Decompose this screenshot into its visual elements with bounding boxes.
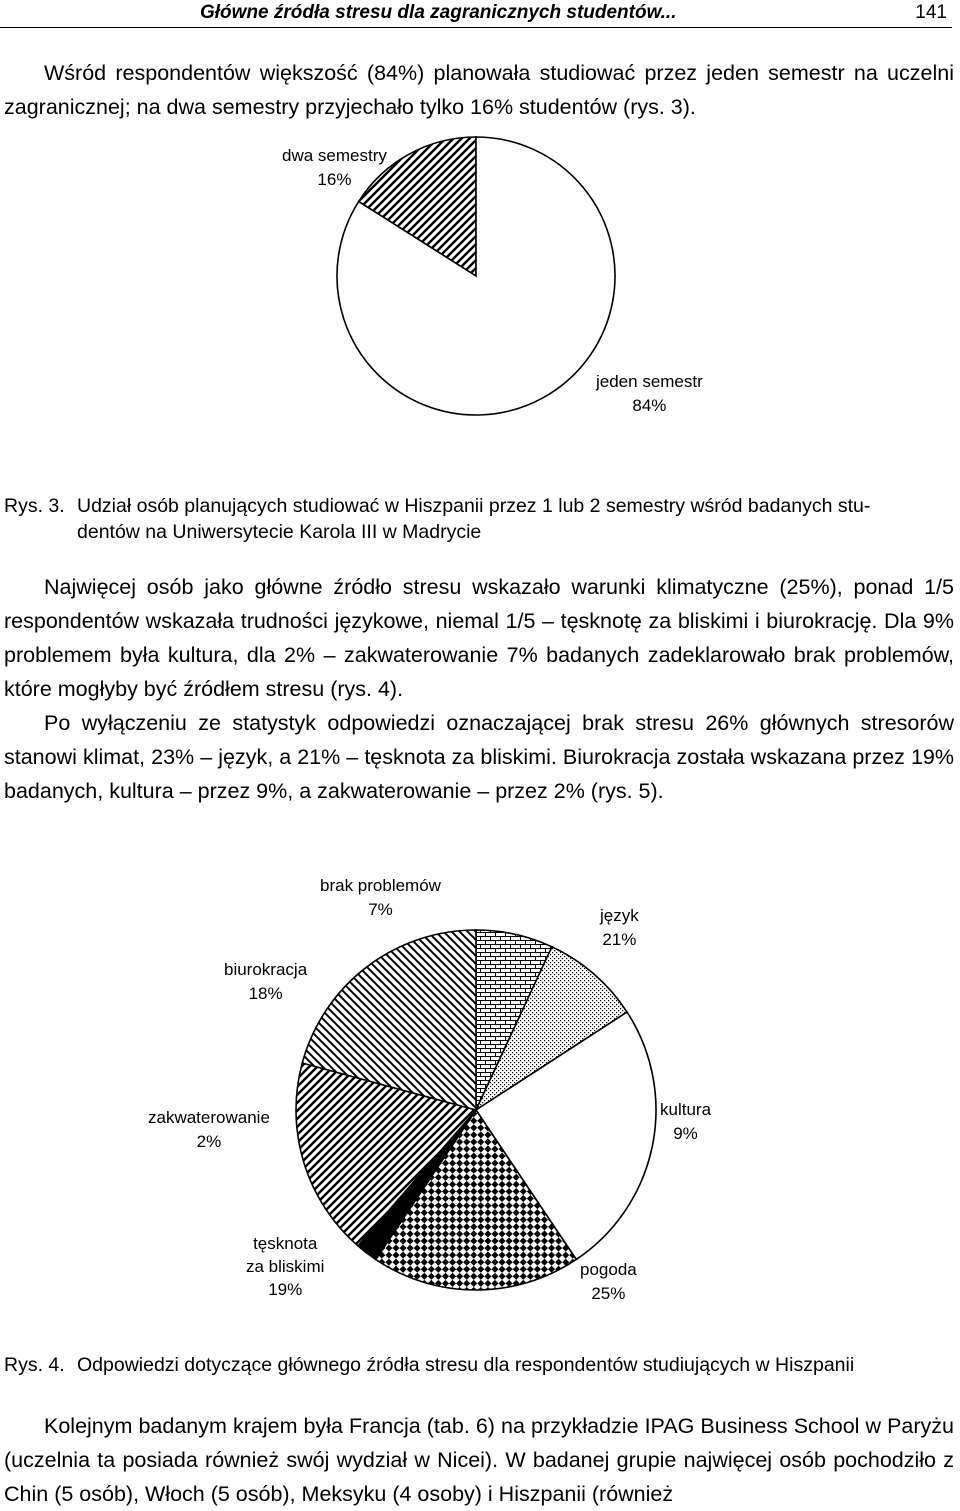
pie-label-missing-family: tęsknota za bliskimi 19% (246, 1234, 325, 1299)
page-number: 141 (915, 2, 947, 23)
pie-chart-stress-sources (296, 930, 656, 1290)
paragraph-3: Po wyłączeniu ze statystyk odpowiedzi oznaczającej brak stresu 26% głównych stresorów stanowi klimat, 23% – język, a 21% – tęsknota za bliskimi. Biurokracja została wskazana przez 19% badanych, kultura – przez 9%, a zakwaterowanie – przez 2% (rys. 5). (4, 711, 954, 803)
figure-4-caption-text: Odpowiedzi dotyczące głównego źródła stresu dla respondentów studiujących w Hiszpanii (77, 1354, 855, 1376)
figure-3-caption-line1: Udział osób planujących studiować w Hiszpanii przez 1 lub 2 semestry wśród badanych stu- (77, 495, 871, 517)
paragraph-1: Wśród respondentów większość (84%) planowała studiować przez jeden semestr na uczelni zagranicznej; na dwa semestry przyjechało tylko 16% studentów (rys. 3). (4, 61, 954, 119)
pie-label-language: język 21% (600, 906, 639, 949)
pie-label-accommodation: zakwaterowanie 2% (148, 1108, 270, 1151)
figure-3-caption (4, 493, 948, 545)
figure-3-number: Rys. 3. (4, 495, 65, 517)
pie-label-bureaucracy: biurokracja 18% (224, 960, 308, 1003)
pie-label-weather: pogoda 25% (580, 1260, 637, 1303)
pie-label-one-semester: jeden semestr 84% (596, 372, 703, 415)
figure-3-caption-line2: dentów na Uniwersytecie Karola III w Madrycie (77, 521, 482, 543)
figure-4-caption (4, 1352, 948, 1378)
pie-label-two-semesters: dwa semestry 16% (282, 146, 387, 189)
pie-label-culture: kultura 9% (660, 1100, 712, 1143)
pie-label-no-problems: brak problemów 7% (320, 876, 441, 919)
paragraph-4: Kolejnym badanym krajem była Francja (tab. 6) na przykładzie IPAG Business School w Paryżu (uczelnia ta posiada również swój wydział w Nicei). W badanej grupie najwięcej osób pochodziło z Chin (5 osób), Włoch (5 osób), Meksyku (4 osoby) i Hiszpanii (również (4, 1414, 954, 1506)
figure-4-number: Rys. 4. (4, 1354, 65, 1376)
paragraph-2: Najwięcej osób jako główne źródło stresu wskazało warunki klimatyczne (25%), ponad 1/5 respondentów wskazała trudności językowe, niemal 1/5 – tęsknotę za bliskimi i biurokrację. Dla 9% problemem była kultura, dla 2% – zakwaterowanie 7% badanych zadeklarowało brak problemów, które mogłyby być źródłem stresu (rys. 4). (4, 575, 954, 701)
running-title: Główne źródła stresu dla zagranicznych studentów... (200, 2, 677, 23)
